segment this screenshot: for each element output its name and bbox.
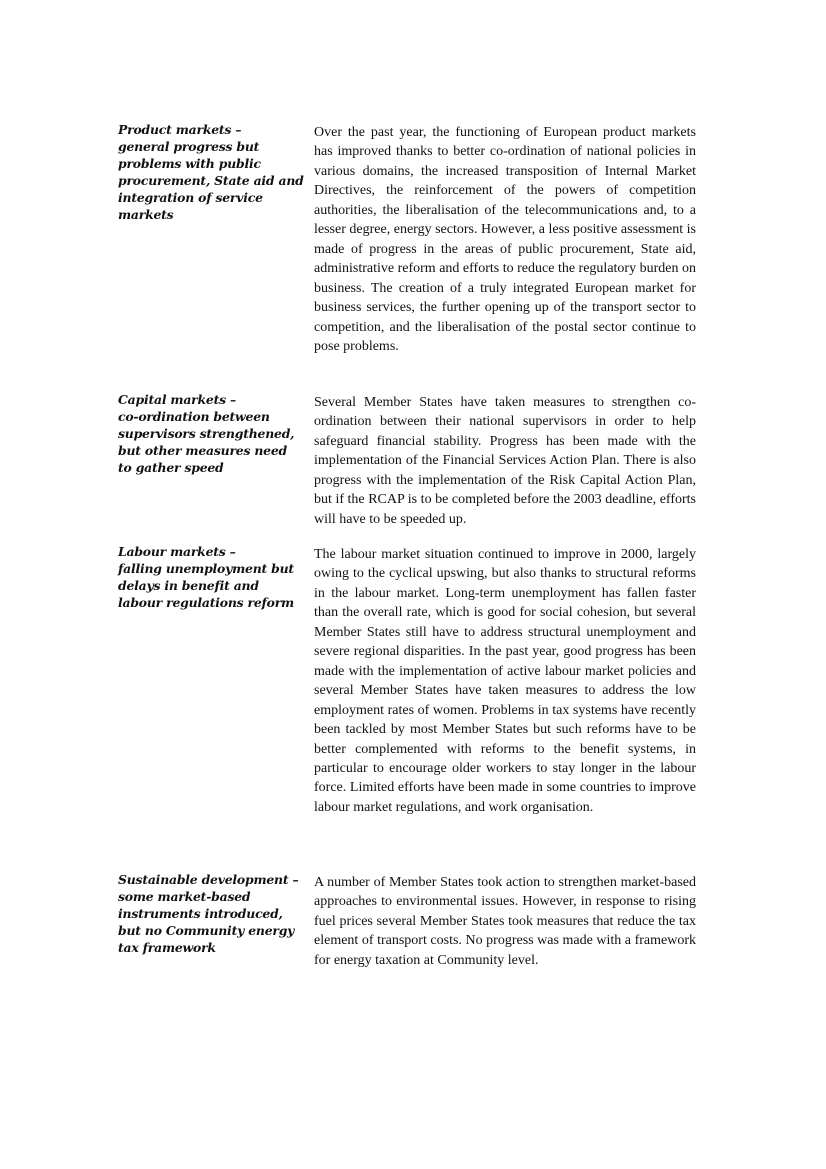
heading-subtitle: general progress but problems with public procurement, State aid and integration of service markets	[118, 139, 304, 222]
heading-subtitle: co-ordination between supervisors strengthened, but other measures need to gather speed	[118, 409, 295, 475]
body-paragraph: A number of Member States took action to strengthen market-based approaches to environmental issues. However, in response to rising fuel prices several Member States took measures that reduce the tax element of transport costs. No progress was made with a framework for energy taxation at Community level.	[314, 875, 696, 968]
body-paragraph: The labour market situation continued to improve in 2000, largely owing to the cyclical upswing, but also thanks to structural reforms in the labour market. Long-term unemployment has fallen faster than the overall rate, which is good for social cohesion, but several Member States still have to address structural unemployment and severe regional disparities. In the past year, good progress has been made with the implementation of active labour market policies and several Member States have taken measures to address the low employment rates of women. Problems in tax systems have recently been tackled by most Member States but such reforms have to be better complemented with reforms to the benefit systems, in particular to encourage older workers to stay longer in the labour force. Limited efforts have been made in some countries to improve labour market regulations, and work organisation.	[314, 547, 696, 815]
body-paragraph: Several Member States have taken measures to strengthen co-ordination between their national supervisors in order to help safeguard financial stability. Progress has been made with the implementation of the Financial Services Action Plan. There is also progress with the implementation of the Risk Capital Action Plan, but if the RCAP is to be completed before the 2003 deadline, efforts will have to be speeded up.	[314, 395, 696, 527]
heading-subtitle: some market-based instruments introduced, but no Community energy tax framework	[118, 889, 295, 955]
margin-heading	[118, 871, 304, 956]
body-paragraph: Over the past year, the functioning of European product markets has improved thanks to better co-ordination of national policies in various domains, the increased transposition of Internal Market Directives, the reinforcement of the powers of competition authorities, the liberalisation of the telecommunications and, to a lesser degree, energy sectors. However, a less positive assessment is made of progress in the areas of public procurement, State aid, administrative reform and efforts to reduce the regulatory burden on business. The creation of a truly integrated European market for business services, the further opening up of the transport sector to competition, and the liberalisation of the postal sector continue to pose problems.	[314, 125, 696, 354]
heading-title: Product markets –	[118, 122, 242, 137]
margin-heading	[118, 121, 304, 223]
margin-heading	[118, 391, 304, 476]
margin-heading	[118, 543, 304, 611]
heading-title: Capital markets –	[118, 392, 236, 407]
heading-subtitle: falling unemployment but delays in benefit and labour regulations reform	[118, 561, 294, 610]
heading-title: Sustainable development –	[118, 872, 299, 887]
heading-title: Labour markets –	[118, 544, 236, 559]
